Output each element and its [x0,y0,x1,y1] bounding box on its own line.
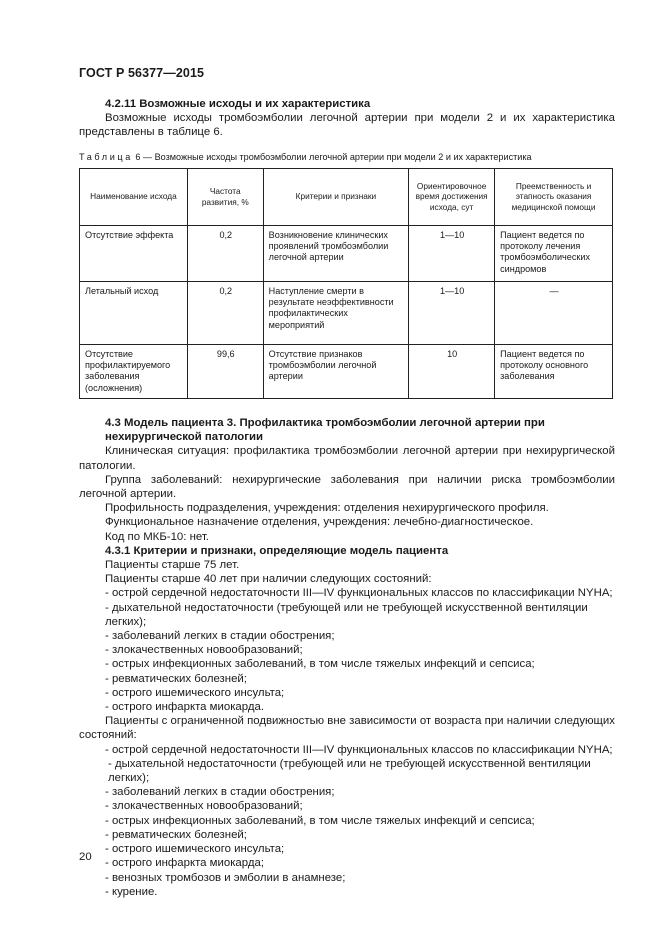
cell-frequency: 0,2 [187,281,263,344]
table-row [80,344,613,398]
cell-criteria: Возникновение клинических проявлений тромбоэмболии легочной артерии [263,225,409,281]
conditions-list-1 [79,586,615,714]
section-paragraph: Группа заболеваний: нехирургические заболевания при наличии риска тромбоэмболии легочной артерии. [79,473,615,501]
column-header: Критерии и признаки [263,168,409,225]
table-caption-label: Таблица [79,151,133,162]
section-heading-4-3-1: 4.3.1 Критерии и признаки, определяющие модель пациента [105,544,449,557]
criteria-intro: Пациенты старше 75 лет. [105,559,240,572]
column-header: Ориентировочное время достижения исхода, сут [409,168,495,225]
table-caption-text: 6 — Возможные исходы тромбоэмболии легочной артерии при модели 2 и их характеристика [132,151,532,162]
cell-time: 10 [409,344,495,398]
list-item: - острой сердечной недостаточности III—IV функциональных классов по классификации NYHA; [105,587,613,600]
list-item: - острого ишемического инсульта; [105,686,285,699]
cell-criteria: Отсутствие признаков тромбоэмболии легочной артерии [263,344,409,398]
section-paragraph: Функциональное назначение отделения, учреждения: лечебно-диагностическое. [105,516,534,529]
criteria-intro: Пациенты с ограниченной подвижностью вне зависимости от возраста при наличии следующих состояний: [79,715,615,742]
criteria-intro: Пациенты старше 40 лет при наличии следующих состояний: [105,573,432,586]
list-item: - острых инфекционных заболеваний, в том числе тяжелых инфекций и сепсиса; [105,814,535,827]
cell-outcome: Летальный исход [80,281,188,344]
cell-continuity: Пациент ведется по протоколу основного заболевания [495,344,613,398]
table-header-row [80,168,613,225]
list-item: - острого инфаркта миокарда. [105,701,264,714]
list-item: - острых инфекционных заболеваний, в том числе тяжелых инфекций и сепсиса; [105,658,535,671]
column-header: Частота развития, % [187,168,263,225]
list-item: - злокачественных новообразований; [105,644,303,657]
section-paragraph: Профильность подразделения, учреждения: отделения нехирургического профиля. [105,502,549,515]
page-content [79,97,615,899]
list-item: - острой сердечной недостаточности III—IV функциональных классов по классификации NYHA; [105,743,613,756]
table-row [80,225,613,281]
cell-frequency: 99,6 [187,344,263,398]
outcomes-table [79,168,613,399]
list-item: - заболеваний легких в стадии обострения; [105,630,335,643]
table-caption [79,150,615,164]
section-heading-4-2-11: 4.2.11 Возможные исходы и их характеристика [105,98,371,110]
table-row [80,281,613,344]
list-item: - острого ишемического инсульта; [105,843,285,856]
cell-criteria: Наступление смерти в результате неэффективности профилактических мероприятий [263,281,409,344]
list-item: - курение. [105,885,158,898]
list-item: - злокачественных новообразований; [105,800,303,813]
list-item: - ревматических болезней; [105,828,247,841]
section-paragraph: Клиническая ситуация: профилактика тромбоэмболии легочной артерии при нехирургической патологии. [79,445,615,472]
page-header: ГОСТ Р 56377—2015 [79,66,205,80]
list-item: - дыхательной недостаточности (требующей или не требующей искусственной вентиляции легких); [105,601,588,628]
column-header: Наименование исхода [80,168,188,225]
cell-frequency: 0,2 [187,225,263,281]
section-paragraph: Код по МКБ-10: нет. [105,530,209,543]
cell-outcome: Отсутствие эффекта [80,225,188,281]
list-item: - ревматических болезней; [105,672,247,685]
cell-time: 1—10 [409,225,495,281]
cell-continuity: Пациент ведется по протоколу лечения тромбоэмболических синдромов [495,225,613,281]
page-number: 20 [79,851,92,863]
conditions-list-2 [79,743,615,899]
cell-time: 1—10 [409,281,495,344]
section-heading-4-3: 4.3 Модель пациента 3. Профилактика тромбоэмболии легочной артерии при нехирургической патологии [105,417,545,444]
cell-outcome: Отсутствие профилактируемого заболевания (осложнения) [80,344,188,398]
list-item: - дыхательной недостаточности (требующей или не требующей искусственной вентиляции легких); [108,757,591,785]
list-item: - заболеваний легких в стадии обострения; [105,786,335,799]
list-item: - венозных тромбозов и эмболии в анамнезе; [105,871,346,884]
list-item: - острого инфаркта миокарда; [105,857,264,870]
column-header: Преемственность и этапность оказания медицинской помощи [495,168,613,225]
section-paragraph: Возможные исходы тромбоэмболии легочной артерии при модели 2 и их характеристика представлены в таблице 6. [79,112,615,139]
cell-continuity: — [495,281,613,344]
